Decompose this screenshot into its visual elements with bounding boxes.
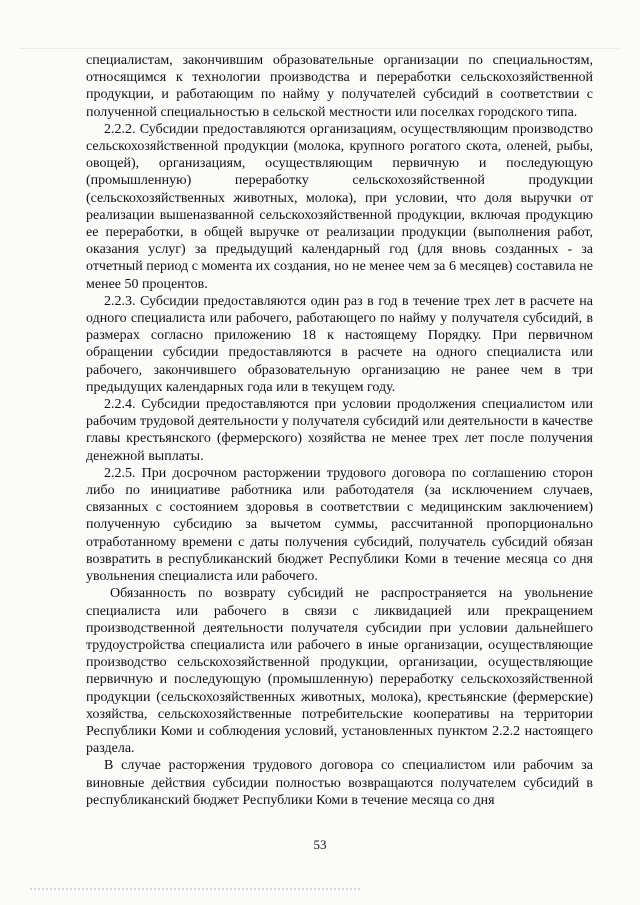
paragraph-obligation: Обязанность по возврату субсидий не распространяется на увольнение специалиста или рабочего в связи с ликвидацией или прекращением производственной деятельности получателя субсидии при условии дальнейшего трудоустройства специалиста или рабочего в иные организации, осуществляющие производство сельскохозяйственной продукции, организации, осуществляющие первичную и последующую (промышленную) переработку сельскохозяйственной продукции (сельскохозяйственных животных, молока), крестьянские (фермерские) хозяйства, сельскохозяйственные потребительские кооперативы на территории Республики Коми и соблюдения условий, установленных пунктом 2.2.2 настоящего раздела. (86, 586, 593, 757)
scan-artifact-top (20, 48, 620, 50)
paragraph-continuation: специалистам, закончившим образовательные организации по специальностям, относящимся к технологии производства и переработки сельскохозяйственной продукции, и работающим по найму у получателей субсидий в соответствии с полученной специальностью в сельской местности или поселках городского типа. (86, 53, 593, 120)
paragraph-2-2-2: 2.2.2. Субсидии предоставляются организациям, осуществляющим производство сельскохозяйственной продукции (молока, крупного рогатого скота, оленей, рыбы, овощей), организациям, осуществляющим первичную и последующую (промышленную) переработку сельскохозяйственной продукции (сельскохозяйственных животных, молока), при условии, что доля выручки от реализации вышеназванной сельскохозяйственной продукции, включая продукцию ее переработки, в общей выручке от реализации продукции (выполнения работ, оказания услуг) за предыдущий календарный год (для вновь созданных - за отчетный период с момента их создания, но не менее чем за 6 месяцев) составила не менее 50 процентов. (86, 121, 593, 292)
paragraph-2-2-5: 2.2.5. При досрочном расторжении трудового договора по соглашению сторон либо по инициативе работника или работодателя (за исключением случаев, связанных с состоянием здоровья в соответствии с медицинским заключением) полученную субсидию за вычетом суммы, рассчитанной пропорционально отработанному времени с даты получения субсидий, получатель субсидий обязан возвратить в республиканский бюджет Республики Коми в течение месяца со дня увольнения специалиста или рабочего. (86, 465, 593, 585)
paragraph-2-2-4: 2.2.4. Субсидии предоставляются при условии продолжения специалистом или рабочим трудовой деятельности у получателя субсидий или деятельности в качестве главы крестьянского (фермерского) хозяйства не менее трех лет после получения денежной выплаты. (86, 397, 593, 464)
scan-artifact-bottom (30, 888, 360, 892)
paragraph-2-2-3: 2.2.3. Субсидии предоставляются один раз в год в течение трех лет в расчете на одного специалиста или рабочего, работающего по найму у получателя субсидий, в размерах согласно приложению 18 к настоящему Порядку. При первичном обращении субсидии предоставляются в расчете на одного специалиста или рабочего, закончившего образовательную организацию не ранее чем в три предыдущих календарных года или в текущем году. (86, 293, 593, 395)
paragraph-termination: В случае расторжения трудового договора со специалистом или рабочим за виновные действия субсидии полностью возвращаются получателем субсидий в республиканский бюджет Республики Коми в течение месяца со дня (86, 758, 593, 808)
page-number: 53 (313, 837, 327, 852)
document-body (86, 52, 593, 809)
